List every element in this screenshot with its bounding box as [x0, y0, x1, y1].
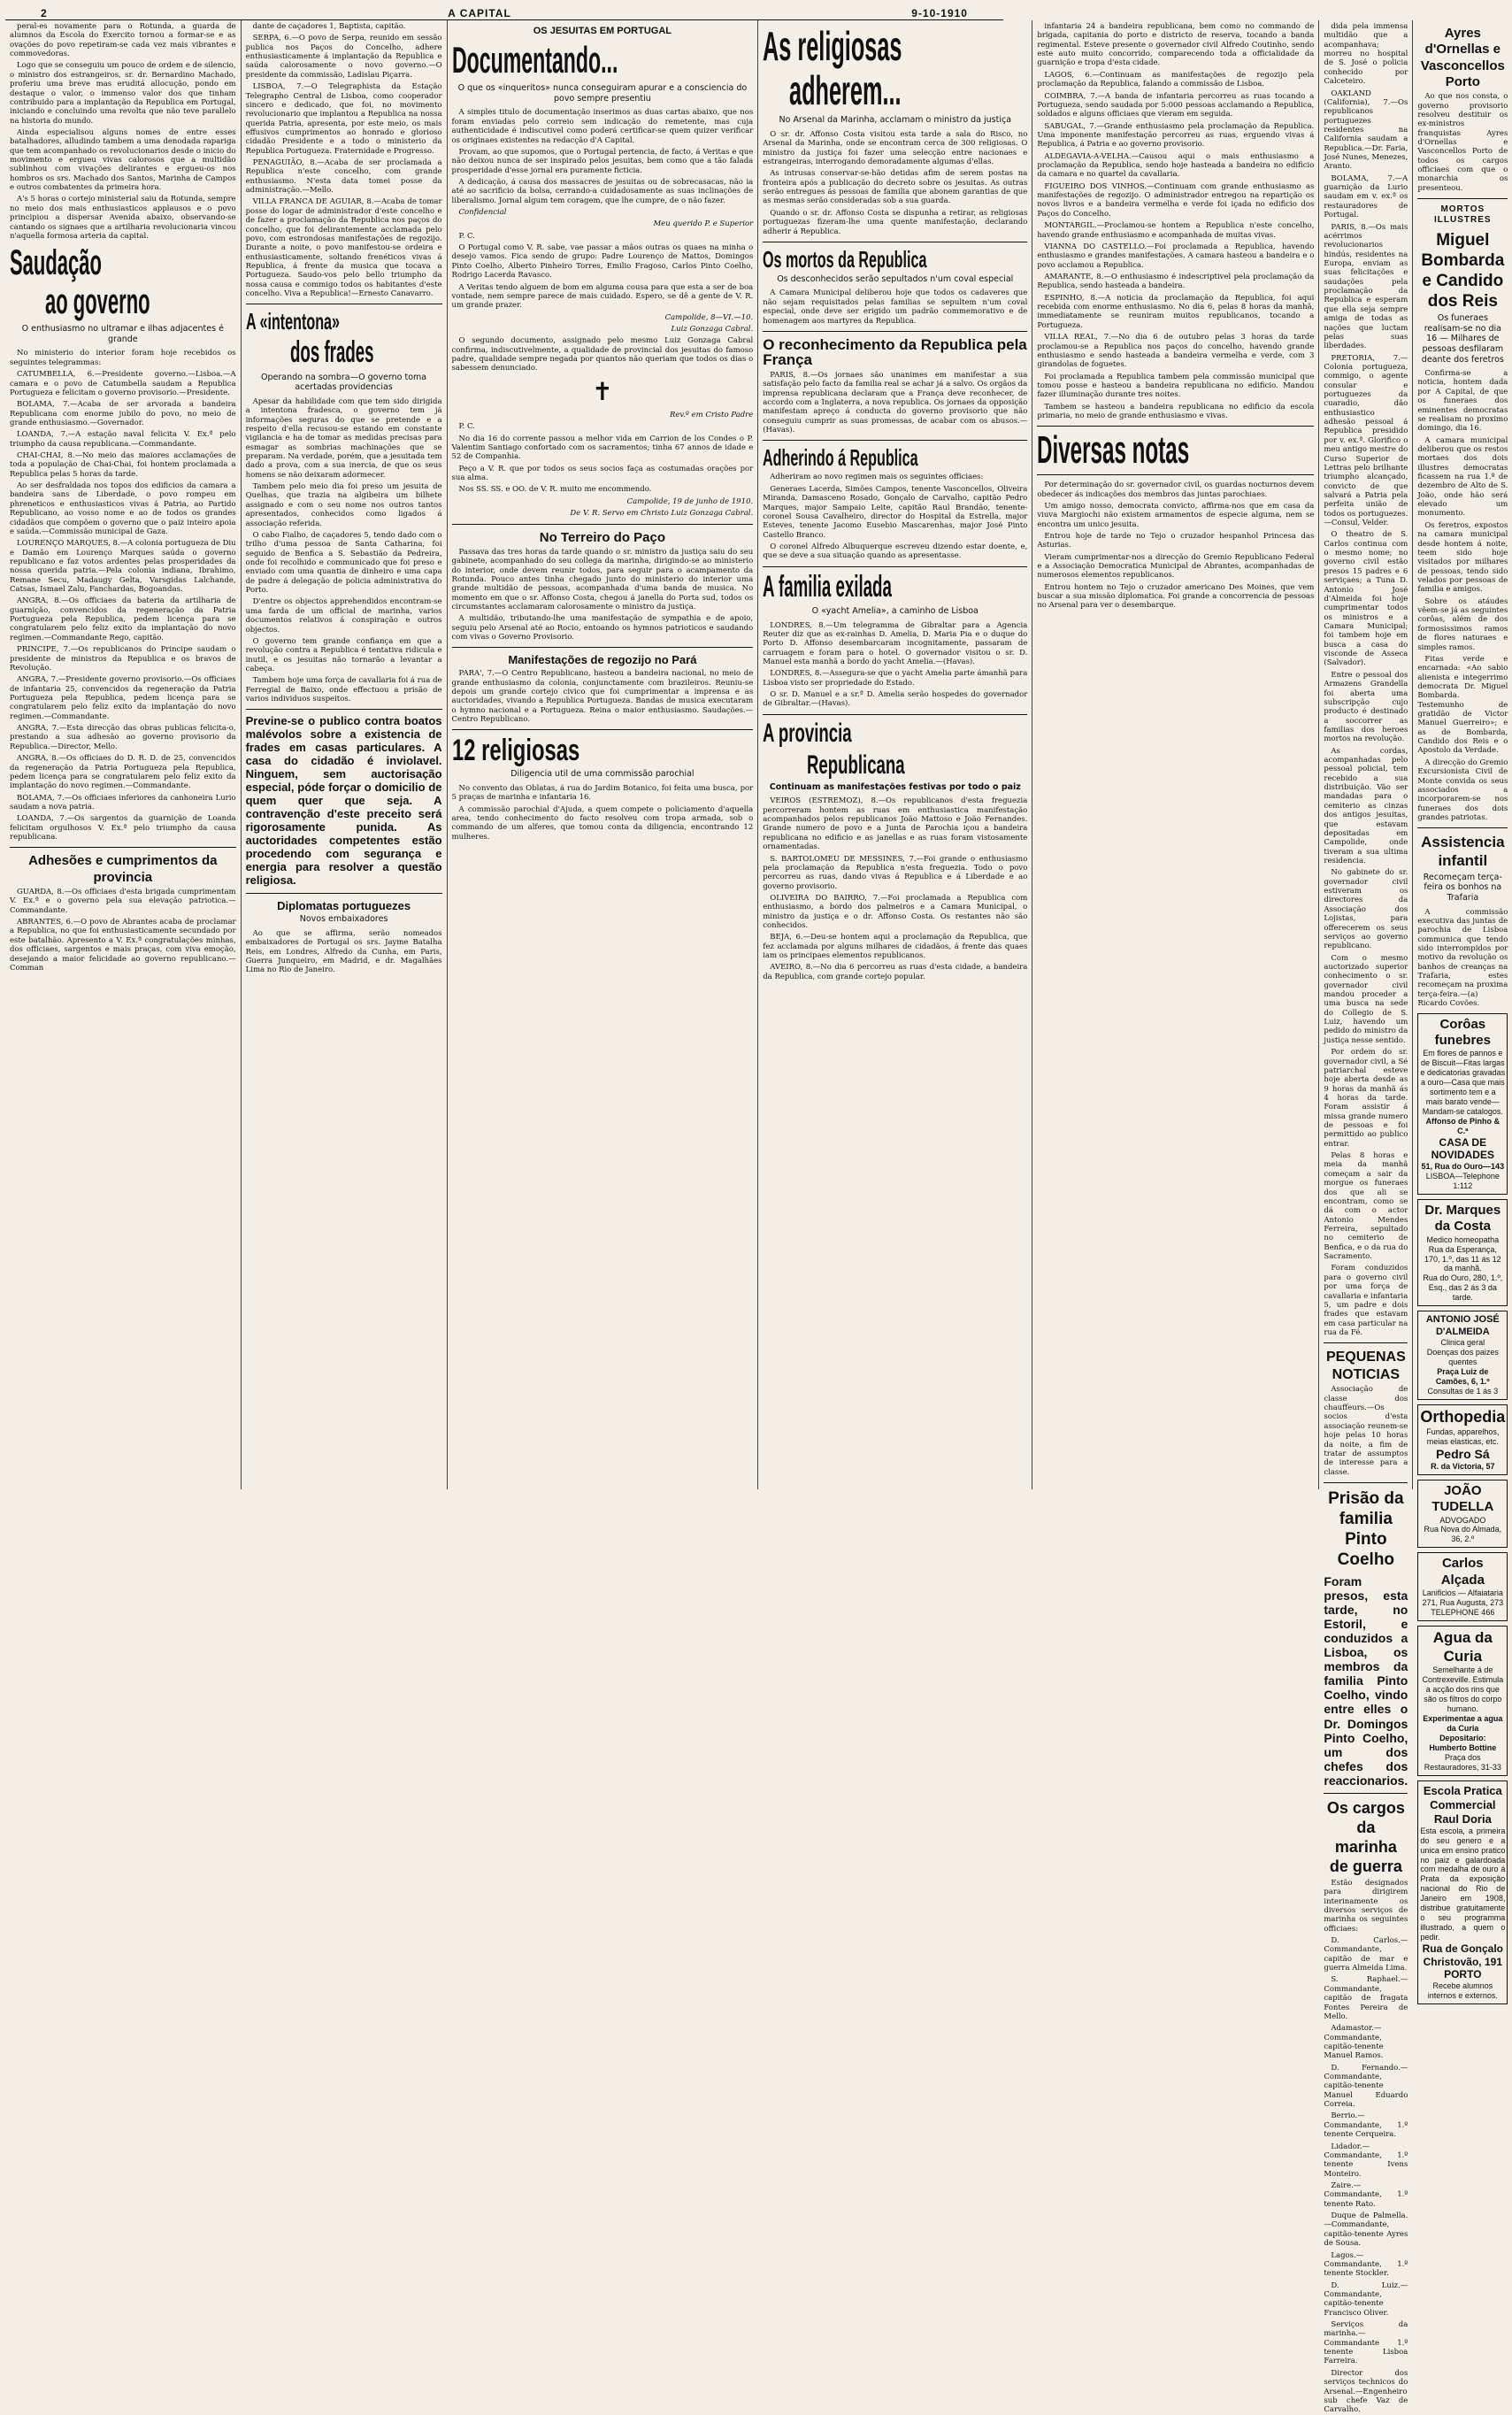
headline-prisao: Prisão da familia Pinto Coelho: [1328, 1488, 1404, 1570]
subheadline: Operando na sombra—O governo toma acertadas providencias: [261, 372, 427, 393]
column-4: [758, 20, 1032, 1489]
ad-text: Clinica geral: [1440, 1338, 1485, 1348]
article-text: As intrusas conservar-se-hão detidas afim de serem postas na fronteira após a publicação do decreto sobre os jesuitas. As outras serão entregues ás pessoas de familia que abonem garantias de que as mesmas serão consideradas sob a sua guarda.: [763, 169, 1028, 206]
telegram: LAGOS, 6.—Continuam as manifestações de regozijo pela proclamação da Republica, falando a commissão de Lisboa.: [1037, 70, 1315, 89]
telegram: MONTARGIL.—Proclamou-se hontem a Republica n'este concelho, havendo grande enthusiasmo e acompanhada de muitas vivas.: [1037, 221, 1315, 240]
article-text: Com o mesmo auctorizado superior conhecimento o sr. governador civil mandou proceder a uma busca na sede do Collegio de S. Luiz, havendo um pedido do ministro da justiça nesse sentido.: [1324, 953, 1408, 1045]
article-text: Entrou hoje de tarde no Tejo o cruzador hespanhol Princesa das Asturias.: [1037, 531, 1315, 550]
telegram: OAKLAND (California), 7.—Os republicanos portuguezes residentes na California saudam a Republica.—Dr. Faria, José Nunes, Menezes, Aranto.: [1324, 88, 1408, 172]
telegram: VILLA FRANCA DE AGUIAR, 8.—Acaba de tomar posse do logar de administrador d'este concelho e de fazer a proclamação da Republica nos paços do concelho, que foi delirantemente acclamada pelo povo, com estrondosas manifestações de regozijo. Durante a noite, o povo manifestou-se ordeira e enthusiasticamente, soltando frenéticos vivas á Republica, á frente da musica que tocava a Portugueza. Saudo-vos pelo bello triumpho da nossa causa e commigo todos os habitantes d'este concelho. Viva a Republica!—Ernesto Canavarro.: [245, 197, 442, 299]
article-text: Por determinação do sr. governador civil, os guardas nocturnos devem obedecer ás indicações dos membros das juntas parochiaes.: [1037, 481, 1315, 499]
ad-text: R. da Victoria, 57: [1431, 1461, 1495, 1471]
subheadline: O «yacht Amelia», a caminho de Lisboa: [811, 605, 979, 616]
article-text: A direcção do Gremio Excursionista Civil de Monte convida os seus associados a incorporarem-se nos funeraes dos dois grandes patriotas.: [1417, 758, 1508, 822]
column-2: [242, 20, 448, 1489]
signature: De V. R. Servo em Christo Luiz Gonzaga Cabral.: [570, 509, 754, 519]
headline-assistencia: Assistencia infantil: [1421, 834, 1505, 870]
article-text: Sobre os atáudes vêem-se já as seguintes corôas, além de dos formosissimos ramos de flores naturaes e simples ramos.: [1417, 596, 1508, 652]
divider: [246, 893, 442, 894]
article-text: No ministerio do interior foram hoje recebidos os seguintes telegrammas:: [10, 349, 236, 367]
ad-text: PORTO: [1444, 1968, 1482, 1981]
telegram: FIGUEIRO DOS VINHOS.—Continuam com grande enthusiasmo as manifestações de regozijo. O administrador entregou na repartição os novos livros e a bandeira vermelha e verde foi içada no edificio dos Paços do Concelho.: [1037, 181, 1315, 219]
article-text: Ainda especialisou alguns nomes de entre esses batalhadores, alludindo tambem a uma denodada rapariga que tem acompanhado os revolucionarios desde o inicio do movimento e ergueu vivas calorosos que a multidão sublinhou com vivações delirantes e ergueu-os nos hombros os srs. Machado dos Santos, Marinha de Campos e outros combatentes da primeira hora.: [10, 127, 236, 193]
article-text: Apesar da habilidade com que tem sido dirigida a intentona fradesca, o governo tem já informações seguras do que se pretende e a respeito d'ella recusou-se estando em constante vigilancia e ha de tomar as medidas precisas para esmagar as sombrias machinações que se preparam. Na verdade, porém, que a jesuitada tem dado a prova, com a sua inercia, de que os seus homens se não deixaram adormecer.: [245, 396, 442, 480]
headline-cargos-marinha: Os cargos da marinha de guerra: [1326, 1799, 1405, 1875]
ad-text: 271, Rua Augusta, 273: [1422, 1597, 1504, 1607]
ad-text: Em flores de pannos e de Biscuit—Fitas largas e dedicatorias gravadas a ouro—Casa que mais sortimento tem e a mais barato vende—Mandam-se catalogos.: [1420, 1049, 1506, 1116]
letter-text: Meu querido P. e Superior: [653, 219, 754, 229]
divider: [1037, 426, 1314, 427]
article-text: Foram conduzidos para o governo civil por uma força de cavallaria e infantaria 5, um padre e dois frades que estavam em casa particular na rua da Fé.: [1324, 1264, 1408, 1337]
ad-title: ANTONIO JOSÉ D'ALMEIDA: [1425, 1314, 1500, 1337]
letter-text: P. C.: [458, 231, 475, 241]
article-text: Tambem pelo meio dia foi preso um jesuita de Quelhas, que trazia na algibeira um bilhete assignado e com o seu nome nos outros tantos apresentados, conhecidos como ligados á associação referida.: [245, 482, 442, 528]
headline-diversas-notas: Diversas notas: [1037, 428, 1190, 473]
headline-provincia: A provincia: [763, 718, 852, 748]
article-text: Lidador.—Commandante, 1.º tenente Ivens Monteiro.: [1324, 2142, 1408, 2179]
article-text: Zaire.—Commandante, 1.º tenente Rato.: [1324, 2180, 1408, 2209]
telegram: ANGRA, 8.—Os officiaes da bateria da artilharia de guarnição, convencidos da regeneração da Patria Portugueza pela Republica, pedem licença para se congratularem pelo feliz exito da implantação do novo regimen.—Commandante Rego, capitão.: [10, 596, 236, 642]
article-text: Serviços da marinha.—Commandante 1.º tenente Lisboa Farreira.: [1324, 2320, 1408, 2366]
ad-text: LISBOA—Telephone 1:112: [1425, 1172, 1500, 1190]
article-text: Director dos serviços technicos do Arsenal.—Engenheiro sub chefe Vaz de Carvalho.: [1324, 2368, 1408, 2415]
article-text: A simples titulo de documentação inserimos as duas cartas abaixo, que nos foram enviadas pelo correio sem indicação do remetente, mas cuja authenticidade é indiscutivel como poderá certificar-se quem quizer verificar os originaes existentes na redacção d'A Capital.: [451, 108, 754, 145]
article-text: S. Raphael.—Commandante, capitão de fragata Fontes Pereira de Mello.: [1324, 1975, 1408, 2021]
article-text: Lagos.—Commandante, 1.º tenente Stockler.: [1324, 2250, 1408, 2279]
ad-text: Rua de Gonçalo Christovão, 191: [1422, 1942, 1503, 1968]
ad-marques-costa: [1417, 1199, 1508, 1306]
article-text: O segundo documento, assignado pelo mesmo Luiz Gonzaga Cabral confirma, indiscutivelmente, a qualidade de provincial dos jesuitas do famoso padre, qualidade sempre negada por quantos não queriam que todos os dias o sabessem denunciado.: [451, 336, 754, 373]
divider: [452, 524, 754, 525]
article-text: Passava das tres horas da tarde quando o sr. ministro da justiça saiu do seu gabinete, acompanhado do seu collega da marinha, dirigindo-se ao ministerio do interior, onde devem reunir todos, para seguir para o acampamento da Rotunda. Pouco antes tinha chegado junto do ministerio do interior uma grande multidão de pessoas, acompanhada d'uma banda de musica. No momento em que o sr. Affonso Costa, chegou á janella do Porta sud, todos os circumstantes acclamaram calorosamente o ministro da justiça.: [451, 547, 754, 611]
headline-documentando: Documentando...: [451, 39, 618, 81]
column-1: [5, 20, 242, 1489]
subheadline: O enthusiasmo no ultramar e ilhas adjacentes é grande: [21, 324, 224, 344]
article-text: A dedicação, á causa dos massacres de jesuitas ou de sobrecasacas, não ia até ao sacrificio da bolsa, cerrando-a cuidadosamente as suas inclinações de liberalismo. Jornal algum tem coragem, que lhe cumpre, de o não fazer.: [451, 177, 754, 205]
article-text: Pelas 8 horas e meia da manhã começam a sair da morgue os funeraes dos que ali se encontram, como se dá com o actor Antonio Mendes Ferreira, sepultado no cemiterio de Benfica, e o da rua do Sacramento.: [1324, 1151, 1408, 1262]
article-text: A's 5 horas o cortejo ministerial saiu da Rotunda, sempre no meio dos mais enthusiasticos applausos e o povo principiou a dispersar Avenida abaixo, observando-se cantando os signaes que a artilharia revolucionaria vincou n'aquella formosa arteria da capital.: [10, 195, 236, 241]
article-text: Generaes Lacerda, Simões Campos, tenente Vasconcellos, Oliveira Miranda, Damasceno Rosado, Gonçalo de Carvalho, capitão Pedro Marques, major Sampaio Leite, capitão Raul Brandão, tenente-coronel Sousa Cavalheiro, director do Hospital da Estrella, major Esteves, tenente Jacomo Eusebio Mascarenhas, major José Pinto Castello Branco.: [763, 484, 1028, 540]
ad-text: Depositario: Humberto Bottine: [1429, 1734, 1497, 1753]
divider: [763, 331, 1027, 332]
ad-text: Consultas de 1 ás 3: [1427, 1387, 1499, 1396]
headline-reconhecimento: O reconhecimento da Republica pela França: [763, 335, 1027, 368]
section-title: MORTOS ILLUSTRES: [1434, 204, 1492, 226]
page-number: 2: [41, 7, 48, 19]
telegram: infantaria 24 a bandeira republicana, bem como no commando de brigada, capitania do porto e districto de reserva, tocando a banda regimental. Esteve presente o governador civil Alfredo Coutinho, sendo este auto muito concorrido, comparecendo toda a officialidade da guarnição e tropa d'esta cidade.: [1037, 22, 1315, 68]
article-text: As cordas, acompanhadas pelo pessoal policial, tem recebido a sua distribuição. Vão ser mandadas para o cemiterio as cinzas dos antigos jesuitas, que estavam depositadas em Campolide, onde tiveram a sua ultima residencia.: [1324, 746, 1408, 865]
columns: [5, 20, 1508, 2415]
telegram: GUARDA, 8.—Os officiaes d'esta brigada cumprimentam V. Ex.ª e o governo pela sua elevação patriotica.—Commandante.: [10, 887, 236, 915]
telegram: VIANNA DO CASTELLO.—Foi proclamada a Republica, havendo enthusiasmo e grandes manifestações. A camara hasteou a bandeira e o povo acclamou a Republica.: [1037, 242, 1315, 270]
telegram: S. BARTOLOMEU DE MESSINES, 7.—Foi grande o enthusiasmo pela proclamação da Republica n'esta freguezia. Todo o povo percorreu as ruas, dando vivas á Republica e á Liberdade e ao governo provisorio.: [763, 854, 1028, 891]
divider: [452, 647, 754, 648]
headline-dos-frades: dos frades: [289, 335, 374, 370]
article-text: dida pela immensa multidão que a acompanhava; morreu no hospital de S. José o policia conhecido por Calceteiro.: [1324, 22, 1408, 87]
article-text: Logo que se conseguiu um pouco de ordem e de silencio, o ministro dos estrangeiros, sr. dr. Bernardino Machado, proferiu uma breve mas eruditá allocução, pondo em destaque o valor, o immenso valor dos que tinham contribuido para a implantação da Republica em Portugal, iniciando e concluindo uma revolta que não teve parallelo na historia do mundo.: [10, 61, 236, 126]
ad-text: 51, Rua do Ouro—143: [1421, 1162, 1505, 1172]
ad-text: Rua da Esperança, 170, 1.º, das 11 ás 12 da manhã.: [1424, 1244, 1501, 1273]
telegram: CHAI-CHAI, 8.—No meio das maiores acclamações de toda a população de Chai-Chai, foi hontem proclamada a Republica pelas 5 horas da tarde.: [10, 451, 236, 479]
ad-text: Recebe alumnos internos e externos.: [1427, 1981, 1498, 2001]
article-text: Entre o pessoal dos Armazens Grandella foi aberta uma subscripção cujo producto é destinado a soccorrer as familias dos heroes mortos na revolução.: [1324, 670, 1408, 744]
subheadline: Recomeçam terça-feira os bonhos na Trafaria: [1423, 872, 1502, 903]
headline-saudacao: Saudação: [10, 243, 102, 283]
telegram: LOURENÇO MARQUES, 8.—A colonia portugueza de Diu e Damão em Lourenço Marques saúda o governo republicano e faz votos ardentes pelas prosperidades da nossa querida patria.—Pela colonia indiana, Ibrahimo, Remane Secu, Madaugy Gelta, Varsgidas Lalchande, Catsas, Ismael Zalu, Fanchardas, Bogoandas.: [10, 539, 236, 595]
telegram: BOLAMA, 7.—Acaba de ser arvorada a bandeira Republicana com enorme jubilo do povo, no meio de grande enthusiasmo.—Governador.: [10, 400, 236, 427]
telegram: COIMBRA, 7.—A banda de infantaria percorreu as ruas tocando a Portugueza, sendo saudada por 5:000 pessoas acclamando a Republica, soldados e alguns officiaes que vieram em seguida.: [1037, 91, 1315, 119]
telegram: AMARANTE, 8.—O enthusiasmo é indescriptivel pela proclamação da Republica, sendo hasteada a bandeira.: [1037, 272, 1315, 291]
article-text: Fitas verde e encarnada: «Ao sabio alienista e integerrimo democrata Dr. Miguel Bombarda. Testemunho de gratidão de Victor Manuel Guerreiro»; e as de Bombarda, Candido dos Reis e o Apostolo da Verdade.: [1417, 654, 1508, 756]
headline-12-religiosas: 12 religiosas: [451, 734, 579, 768]
headline-intentona: A «intentona»: [245, 308, 340, 335]
telegram: PARIS, 8.—Os mais acérrimos revolucionarios hindús, residentes na Europa, enviam as suas felicitações e saudações pela proclamação da Republica e esperam que ella seja sempre amiga de todas as nações que luctam pelas suas liberdades.: [1324, 222, 1408, 351]
ad-title: Corôas funebres: [1434, 1016, 1491, 1048]
column-6: [1319, 20, 1413, 2415]
telegram: Foi proclamada a Republica tambem pela commissão municipal que tomou posse e hasteou a bandeira republicana no edificio. Mandou fazer illuminação durante tres noites.: [1037, 372, 1315, 400]
article-text: A camara municipal deliberou que os restos mortaes dos dois illustres democratas ficassem na rua 1.º de dezembro de Alto de S. João, onde hão será elevado um monumento.: [1417, 435, 1508, 519]
column-3: [448, 20, 759, 1489]
article-text: Um amigo nosso, democrata convicto, affirma-nos que em casa da viuva Margiochi não existem armamentos de especie alguma, nem se encontra um unico jesuita.: [1037, 501, 1315, 529]
article-text: Adamastor.—Commandante, capitão-tenente Manuel Ramos.: [1324, 2024, 1384, 2061]
letter-text: Nos SS. SS. e OO. de V. R. muito me encommendo.: [458, 485, 652, 495]
subheadline: Diligencia util de uma commissão parochial: [510, 769, 695, 780]
divider: [763, 440, 1027, 441]
ad-almeida: [1417, 1311, 1508, 1400]
letter-text: Confidencial: [458, 208, 507, 218]
ad-text: TELEPHONE 466: [1431, 1607, 1495, 1617]
telegram: LOANDA, 7.—Os sargentos da guarnição de Loanda felicitam orgulhosos V. Ex.ª pelo triumpho da causa republicana.: [10, 814, 236, 842]
headline-adhesoes: Adhesões e cumprimentos da provincia: [28, 853, 218, 885]
ad-text: CASA DE NOVIDADES: [1431, 1135, 1494, 1162]
cross-icon: ✝: [592, 376, 613, 406]
article-text: O sr. dr. Affonso Costa visitou esta tarde a sala do Risco, no Arsenal da Marinha, onde se encontram cerca de 300 religiosas. O ministro da justiça foi fazer uma selecção entre nacionaes e estrangeiras, interrogando demoradamente algumas d'ellas.: [763, 129, 1028, 167]
telegram: SERPA, 6.—O povo de Serpa, reunido em sessão publica nos Paços do Concelho, adhere enthusiasticamente á implantação da Republica e saúda calorosamente o novo governo.—O presidente da commissão, Ladislau Piçarra.: [245, 34, 442, 80]
headline-ornellas: Ayres d'Ornellas e Vasconcellos Porto: [1420, 26, 1505, 89]
telegram: BOLAMA, 7.—A guarnição da Lurio saudam em v. ex.ª os restauradores de Portugal.: [1324, 173, 1408, 220]
telegram: VILLA REAL, 7.—No dia 6 de outubro pelas 3 horas da tarde proclamou-se a Republica nos paços do concelho, havendo grande enthusiasmo e sendo hasteada a bandeira vermelha e verde, com 3 girandolas de foguetes.: [1037, 333, 1315, 370]
headline-adherem: adherem...: [789, 66, 902, 113]
telegram: AVEIRO, 8.—No dia 6 percorreu as ruas d'esta cidade, a bandeira da Republica, com grande cortejo popular.: [763, 963, 1028, 981]
subheadline: Novos embaixadores: [299, 914, 388, 925]
headline-para: Manifestações de regozijo no Pará: [508, 653, 697, 667]
letter-text: P. C.: [458, 422, 475, 432]
subheadline: Os funeraes realisam-se no dia 16 — Milhares de pessoas desfilaram deante dos feretros: [1421, 313, 1504, 365]
ad-text: Doenças dos paizes quentes: [1426, 1348, 1499, 1367]
signature: Luiz Gonzaga Cabral.: [671, 325, 754, 334]
ad-title: JOÃO TUDELLA: [1431, 1482, 1494, 1515]
subheadline: Continuam as manifestações festivas por todo o paiz: [769, 781, 1021, 792]
column-5: [1032, 20, 1319, 1489]
telegram: LISBOA, 7.—O Telegraphista da Estação Telegrapho Central de Lisboa, como cooperador sincero e dedicado, que foi, no movimento revolucionario que implantou a Republica na nossa querida Patria, apresenta, por este meio, os mais effusivos cumprimentos ao honrado e glorioso cidadão Presidente e a todo o ministerio da Republica Portugueza. Fraternidade e Progresso.: [245, 82, 442, 156]
headline-adherindo: Adherindo á Republica: [763, 444, 918, 472]
ad-orthopedia: [1417, 1404, 1508, 1475]
ad-agua-curia: [1417, 1626, 1508, 1776]
arrest-notice: Foram presos, esta tarde, no Estoril, e conduzidos a Lisboa, os membros da familia Pinto Coelho, vindo entre elles o Dr. Domingos Pinto Coelho, um dos chefes dos reaccionarios.: [1324, 1573, 1408, 1788]
telegram: LONDRES, 8.—Um telegramma de Gibraltar para a Agencia Reuter diz que as ex-rainhas D. Amelia, D. Maria Pia e o duque do Porto D. Affonso desembarcaram incognitamente, passaram de carruagem e foram para o hotel. O governador visitou o sr. D. Manuel esta manhã a bordo do yacht Amelia.—(Havas).: [763, 620, 1028, 666]
article-text: Entrou hontem no Tejo o cruzador americano Des Moines, que vem buscar a sua missão diplomatica. Foi grande a concorrencia de pessoas no Arsenal para ver o desembarque.: [1037, 582, 1315, 611]
ad-escola-pratica: [1417, 1780, 1508, 2004]
telegram: OLIVEIRA DO BAIRRO, 7.—Foi proclamada a Republica com enthusiasmo, a bordo dos palmeiros e a Camara Municipal, o ministro da justiça e o dr. Affonso Costa. Os restantes não são conhecidos.: [763, 893, 1028, 931]
headline-republicana: Republicana: [807, 750, 905, 780]
letter-text: Campolide, 8—VI.—10.: [664, 312, 754, 322]
ad-tudella: [1417, 1480, 1508, 1549]
ad-text: Experimentae a agua da Curia: [1423, 1714, 1503, 1734]
page-header: [5, 4, 1003, 20]
subheadline: O que os «inqueritos» nunca conseguiram apurar e a consciencia do povo sempre presentiu: [457, 83, 748, 104]
headline-terreiro: No Terreiro do Paço: [539, 529, 666, 545]
article-text: Confirma-se a noticia, hontem dada por A Capital, de que os funeraes dos eminentes democratas se realisam no proximo domingo, dia 16.: [1417, 369, 1508, 434]
ad-text: Semelhante á de Contrexeville. Estimula a acção dos rins que são os filtros do corpo humano.: [1422, 1665, 1504, 1714]
ad-title: Dr. Marques da Costa: [1424, 1202, 1501, 1234]
article-text: A commissão parochial d'Ajuda, a quem compete o policiamento d'aquella area, tendo conhecimento do facto resolveu com tropa armada, sob o commando de um alferes, que tomou conta da diligencia, encontrando 12 mulheres.: [451, 804, 754, 842]
telegram: PRETORIA, 7.—Colonia portugueza, commigo, o agente consular e portuguezes da cuaradio, dão enthusiastico adhesão pessoal á Republica presidido por v. ex.ª. Glorifico o meu antigo mestre do Curso Superior de Lettras pelo brilhante triumpho alcançado, convicto de que salvará a Patria pela perfeita união de todos os portuguezes.—Consul, Velder.: [1324, 353, 1408, 528]
article-text: Ao que se affirma, serão nomeados embaixadores de Portugal os srs. Jayme Batalha Reis, em Londres, Alfredo da Cunha, em Paris, Guerra Junqueiro, em Madrid, e dr. Magalhães Lima no Rio de Janeiro.: [245, 929, 442, 975]
article-text: Estão designados para dirigirem interinamente os diversos serviços de marinha os seguintes officiaes:: [1324, 1878, 1408, 1934]
ad-text: Medico homeopatha: [1426, 1234, 1500, 1244]
divider: [1324, 1793, 1408, 1794]
telegram: CATUMBELLA, 6.—Presidente governo.—Lisboa.—A camara e o povo de Catumbella saudam a Republica Portugueza e felicitam o governo provisorio.—Presidente.: [10, 370, 236, 397]
telegram: LOANDA, 7.—A estação naval felicita V. Ex.ª pelo triumpho da causa republicana.—Commandante.: [10, 430, 236, 449]
letter-text: No dia 16 do corrente passou a melhor vida em Carrion de los Condes o P. Valentim Santiago confortado com os sacramentos; tinha 67 annos de idade e 52 de Companhia.: [451, 434, 754, 462]
letter-text: Campolide, 19 de junho de 1910.: [626, 496, 754, 506]
headline-bombarda: Miguel Bombarda e Candido dos Reis: [1421, 230, 1505, 311]
telegram: ALDEGAVIA-A-VELHA.—Causou aqui o mais enthusiasmo a proclamação da Republica, sendo hoje hasteada a bandeira no edificio da camara e no quartel da cavallaria.: [1037, 151, 1315, 180]
divider: [452, 729, 754, 730]
article-text: Associação de classe dos chauffeurs.—Os socios d'esta associação reunem-se hoje pelas 10 horas da noite, a fim de tratar de assumptos de interesse para a classe.: [1324, 1385, 1408, 1477]
ad-title: Escola Pratica Commercial Raul Doria: [1423, 1784, 1502, 1826]
ad-text: Rua Nova do Almada, 36, 2.º: [1424, 1525, 1502, 1544]
letter-text: Rev.º em Cristo Padre: [669, 410, 754, 419]
article-text: Quando o sr. dr. Affonso Costa se dispunha a retirar, as religiosas portuguezas fizeram-lhe uma quente manifestação, declarando adherir á Republica.: [763, 208, 1028, 236]
divider: [763, 566, 1027, 567]
ad-text: ADVOGADO: [1439, 1515, 1486, 1525]
letter-text: Peço a V. R. que por todos os seus socios faça as costumadas orações por sua alma.: [451, 464, 754, 483]
divider: [1417, 827, 1508, 828]
ad-text: Affonso de Pinho & C.ª: [1425, 1116, 1500, 1135]
telegram: PENAGUIÃO, 8.—Acaba de ser proclamada a Republica n'este concelho, com grande enthusiasmo. N'esta data tomei posse da administração.—Mello.: [245, 158, 442, 196]
telegram: Tambem se hasteou a bandeira republicana no edificio da escola primaria, no meio de grande enthusiasmo e vivas.: [1037, 402, 1315, 421]
article-text: No gabinete do sr. governador civil estiveram os directores da Associação dos Lojistas, para offerecerem os seus serviços ao governo republicano.: [1324, 868, 1408, 951]
divider: [1324, 1342, 1408, 1343]
headline-familia-exilada: A familia exilada: [763, 569, 893, 604]
newspaper-title: A CAPITAL: [448, 7, 511, 19]
telegram: SABUGAL, 7.—Grande enthusiasmo pela proclamação da Republica. Uma imponente manifestação percorreu as ruas, erguendo vivas á Republica, á Patria e ao governo provisorio.: [1037, 121, 1315, 150]
headline-diplomatas: Diplomatas portuguezes: [277, 898, 411, 912]
article-text: O theatro de S. Carlos continua com o mesmo nome; no governo civil estão presos 15 padres e 6 serviçaes; a Tuna D. Antonio José d'Almeida foi hoje cumprimentar todos os ministros e a Camara Municipal; foi tambem hoje em busca a casa do visconde de Asseca (Salvador).: [1324, 530, 1408, 668]
column-7: [1413, 20, 1512, 2001]
ad-text: Praça dos Restauradores, 31-33: [1424, 1753, 1501, 1773]
subheadline: No Arsenal da Marinha, acclamam o ministro da justiça: [779, 115, 1012, 126]
article-text: Berrio.—Commandante, 1.º tenente Cerqueira.: [1324, 2111, 1408, 2140]
telegram: BEJA, 6.—Deu-se hontem aqui a proclamação da Republica, que fez acclamada por alguns milhares de cidadãos, á frente das quaes iam os principaes elementos republicanos.: [763, 933, 1028, 961]
telegram: PARA', 7.—O Centro Republicano, hasteou a bandeira nacional, no meio de grande enthusiasmo da colonia, conjunctamente com brazileiros. Reuniu-se depois um grande cortejo civico que foi cumprimentar a imprensa e as auctoridades, vivando a Republica Portugueza. Bandas de musica executaram o hymno nacional e a Portugueza. Reina o maior enthusiasmo. Saudações.—Centro Republicano.: [451, 669, 754, 725]
article-text: O governo tem grande confiança em que a revolução contra a Republica é tentativa ridicula e inutil, e os jesuitas não tornarão a levantar a cabeça.: [245, 636, 442, 673]
letter-text: A Veritas tendo alguem de bom em alguma cousa para que esta a ser de boa vontade, nem sempre parece de mais cuidado. Espero, se dê a gente de V. R. um grande prazer.: [451, 282, 754, 311]
headline-ao-governo: ao governo: [45, 282, 150, 322]
article-text: Adheriram ao novo regimen mais os seguintes officiaes:: [770, 473, 984, 482]
ad-text: Rua do Ouro, 280, 1.º, Esq., das 2 ás 3 da tarde.: [1423, 1273, 1503, 1303]
subheadline: Os desconhecidos serão sepultados n'um coval especial: [777, 273, 1014, 284]
letter-text: O Portugal como V. R. sabe, vae passar a mãos outras os quaes na minha o desejo vamos. Fica sendo de grupo: Padre Lourenço de Mattos, Domingos Pinto Coelho, Alberto Pinheiro Torres, Emilio Fragoso, Carlos Pinto Coelho, Rodrigo Lacerda Ravasco.: [451, 243, 754, 281]
ad-text: Pedro Sá: [1435, 1446, 1490, 1461]
article-text: D. Carlos.—Commandante, capitão de mar e guerra Almeida Lima.: [1324, 1936, 1408, 1973]
ad-coroas: [1417, 1013, 1508, 1195]
ad-title: Orthopedia: [1420, 1407, 1506, 1426]
divider: [10, 847, 236, 848]
telegram: PARIS, 8.—Os jornaes são unanimes em manifestar a sua satisfação pelo facto da familia real se achar já a salvo. Os orgãos da imprensa republicana declaram que a França deve reconhecer, de accordo com a Inglaterra, a nova republica. Os jornaes da opposição manifestam apreço á conducta do governo provisorio que não conseguiu cumprir as suas promessas, de acabar com os abusos.—(Havas).: [763, 370, 1028, 435]
article-text: O coronel Alfredo Albuquerque escreveu dizendo estar doente, e, que se deve a sua situação quando as apresentasse.: [763, 542, 1028, 561]
article-text: Os feretros, expostos na camara municipal desde hontem á noite, teem sido hoje visitados por milhares de pessoas, tendo sido velados por pessoas de familia e amigos.: [1417, 520, 1508, 595]
section-title: OS JESUITAS EM PORTUGAL: [533, 26, 672, 36]
telegram: O sr. D. Manuel e a sr.ª D. Amelia serão hospedes do governador de Gibraltar.—(Havas).: [763, 690, 1028, 709]
telegram: LONDRES, 8.—Assegura-se que o yacht Amelia parte ámanhã para Lisboa visto ser propriedade do Estado.: [763, 669, 1028, 688]
article-text: Provam, ao que supomos, que o Portugal pertencia, de facto, á Veritas e que não deixou nunca de ser inspirado pelos jesuitas, bem como que a tão falada prosperidade d'esse jornal era puramente ficticia.: [451, 147, 754, 175]
article-text: Tambem hoje uma força de cavallaria foi á rua de Ferregial de Baixo, onde effectuou a prisão de varios individuos suspeitos.: [245, 676, 442, 704]
telegram: VEIROS (ESTREMOZ), 8.—Os republicanos d'esta freguezia percorreram hontem as ruas em enthusiastica manifestação acompanhados pelos republicanos João Mattoso e João Fernandes. Grande numero de povo e a Junta de Parochia içou a bandeira republicana no edificio e as janellas e as ruas foram vistosamente ornamentadas.: [763, 796, 1028, 852]
headline-mortos: Os mortos da Republica: [763, 245, 927, 273]
article-text: No convento das Oblatas, á rua do Jardim Botanico, foi feita uma busca, por 5 praças de marinha e infantaria 16.: [451, 784, 754, 803]
ad-text: Praça Luiz de Camões, 6, 1.º: [1435, 1367, 1490, 1387]
ad-text: Lanificios — Alfaiataria: [1422, 1588, 1503, 1597]
article-text: D'entre os objectos apprehendidos encontram-se uma farda de um official de marinha, varios documentos relativos á conspiração e outros objectos.: [245, 597, 442, 635]
divider: [763, 714, 1027, 715]
article-text: A commissão executiva das juntas de parochia de Lisboa communica que tendo sido interrompidos por motivo da revolução os banhos de creanças na Trafaria, estes recomeçam na proxima terça-feira.—(a) Ricardo Covões.: [1417, 907, 1508, 1009]
headline-pequenas-noticias: PEQUENAS NOTICIAS: [1325, 1350, 1406, 1382]
ad-text: Esta escola, a primeira do seu genero e a unica em ensino pratico no paiz e galardoada com medalha de ouro á Prata da exposição nacional do Rio de Janeiro em 1908, distribue gratuitamente o seu programma illustrado, a quem o pedir.: [1420, 1826, 1506, 1942]
telegram: ABRANTES, 6.—O povo de Abrantes acaba de proclamar a Republica, no que foi enthusiasticamente secundado por este batalhão. Apresento a V. Ex.ª congratulações minhas, dos officiaes, sargentos e mais praças, com viva emoção, desejando a maior felicidade ao governo republicano.—Comman: [10, 918, 236, 973]
ad-text: Fundas, apparelhos, meias elasticas, etc.: [1426, 1427, 1500, 1446]
article-text: O cabo Fialho, de caçadores 5, tendo dado com o trilho d'uma pessoa de Santa Catharina, foi seguido de Benfica a S. Sebastião da Pedreira, onde foi recolhido e communicado que foi preso e enviado com uma quantia de dinheiro e uma capa de padre á delegação de policia administrativa do Porto.: [245, 530, 442, 596]
ad-title: Agua da Curia: [1432, 1628, 1493, 1665]
article-text: Duque de Palmella.—Commandante, capitão-tenente Ayres de Sousa.: [1324, 2211, 1408, 2249]
telegram: ANGRA, 7.—Presidente governo provisorio.—Os officiaes de infantaria 25, convencidos da regeneração da Patria Portugueza pela Republica, pedem licença para se congratularem pelo feliz exito da implantação do novo regimen.—Commandante.: [10, 675, 236, 721]
public-notice: Previne-se o publico contra boatos malévolos sobre a existencia de frades em casas particulares. A casa do cidadão é inviolavel. Ninguem, sem auctorisação especial, póde forçar o domicilio de quem quer que seja. A contravenção d'este preceito será rigorosamente punida. As auctoridades competentes estão procedendo com segurança e energia para resolver a questão religiosa.: [245, 714, 442, 887]
headline-religiosas: As religiosas: [763, 23, 902, 69]
article-text: Vieram cumprimentar-nos a direcção do Gremio Republicano Federal e a Associação Democratica Municipal de Abrantes, acompanhadas de numerosos elementos republicanos.: [1037, 552, 1315, 581]
ad-alcada: [1417, 1552, 1508, 1621]
divider: [246, 709, 442, 710]
article-text: A Camara Municipal deliberou hoje que todos os cadaveres que não sejam requisitados pelas familias se sepultem n'um coval especial, onde deve ser erigido um padrão commemorativo e de homenagem aos martyres da Republica.: [763, 288, 1028, 326]
article-text: peral-es novamente para o Rotunda, a guarda de alumnos da Escola do Exercito tornou a formar-se e as ovações do povo repetiram-se cada vez mais vibrantes e commovedoras.: [10, 22, 236, 59]
telegram: BOLAMA, 7.—Os officiaes inferiores da canhoneira Lurio saudam a nova patria.: [10, 793, 236, 811]
telegram: PRINCIPE, 7.—Os republicanos do Principe saudam o presidente de ministros da Republica e os bravos de Revolução.: [10, 645, 236, 673]
article-text: D. Fernando.—Commandante, capitão-tenente Manuel Eduardo Correia.: [1324, 2063, 1408, 2110]
article-text: dante de caçadores 1, Baptista, capitão.: [252, 22, 406, 31]
divider: [1037, 474, 1314, 475]
telegram: ESPINHO, 8.—A noticia da proclamação da Republica, foi aqui recebida com enorme enthusiasmo. No dia 6, pelas 8 horas da manhã, immediatamente se reuniram muitos republicanos, tocando a Portugueza.: [1037, 293, 1315, 330]
divider: [1324, 1482, 1408, 1483]
telegram: ANGRA, 7.—Esta direcção das obras publicas felicita-o, prestando a sua adhesão ao governo provisorio da Republica.—Director, Mello.: [10, 724, 236, 751]
telegram: Ao ser desfraldada nos topos dos edificios da camara a bandeira sans de Liberdade, o povo rompeu em phreneticos e enthusiasticos vivas á Patria, ao Partido Republicano, ao vosso nome e ao de todos os grandes cidadãos que compõem o governo que o paiz inteiro apoia e saúda.—Commissão municipal de Gaza.: [10, 481, 236, 536]
divider: [1417, 198, 1508, 199]
ad-title: Carlos Alçada: [1440, 1556, 1485, 1588]
article-text: D. Luiz.—Commandante, capitão-tenente Francisco Oliver.: [1324, 2280, 1408, 2318]
article-text: Por ordem do sr. governador civil, a Sé patriarchal esteve hoje aberta desde as 9 horas da manhã ás 4 horas da tarde. Foram assistir á missa grande numero de pessoas e foi permittido ao publico entrar.: [1324, 1048, 1408, 1149]
page-date: 9-10-1910: [911, 7, 968, 19]
article-text: A multidão, tributando-lhe uma manifestação de sympathia e de apoio, seguiu pelo Arsenal até ao Rocio, entoando os hymnos patrioticos e saudando com vivas o Governo Provisorio.: [451, 614, 754, 642]
article-text: Ao que nos consta, o governo provisorio resolveu destituir os ex-ministros franquistas Ayres d'Ornellas e Vasconcellos Porto de todos os cargos officiaes com que o monarchia os presenteou.: [1417, 92, 1508, 193]
telegram: ANGRA, 8.—Os officiaes do D. R. D. de 25, convencidos da regeneração da Patria Portugueza pela Republica, pedem licença para se congratularem pelo feliz exito da implantação do novo regimen.—Commandante.: [10, 754, 236, 791]
